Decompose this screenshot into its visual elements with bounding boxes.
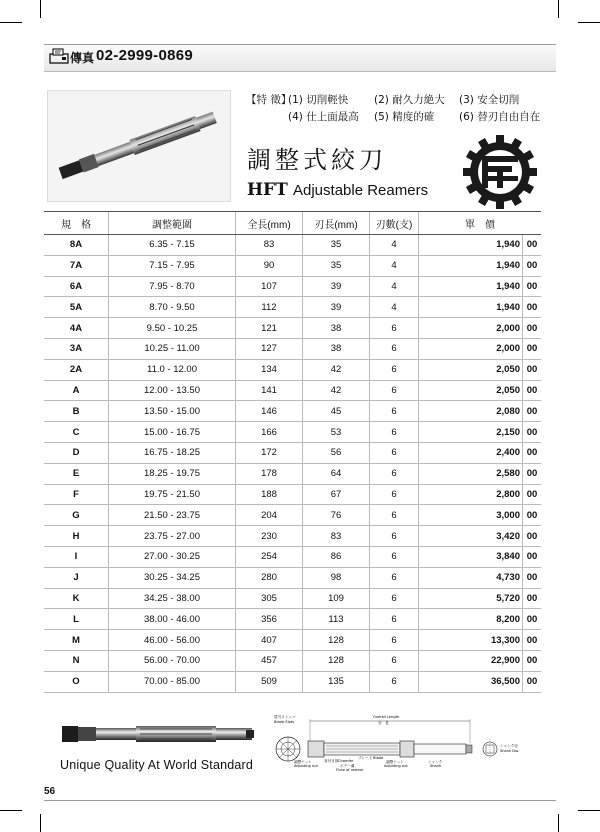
cell-price-cents: 00 (523, 255, 542, 276)
cell-price: 36,500 (419, 671, 523, 692)
crop-mark (40, 0, 41, 18)
cell-blade-length: 83 (303, 526, 370, 547)
cell-price: 1,940 (419, 255, 523, 276)
cell-overall-length: 457 (236, 650, 303, 671)
cell-blade-length: 35 (303, 255, 370, 276)
cell-teeth: 6 (370, 609, 419, 630)
cell-blade-length: 35 (303, 235, 370, 256)
table-row (44, 442, 541, 463)
cell-overall-length: 107 (236, 276, 303, 297)
cell-range: 15.00 - 16.75 (109, 422, 236, 443)
cell-overall-length: 146 (236, 401, 303, 422)
table-row (44, 671, 541, 692)
cell-teeth: 6 (370, 630, 419, 651)
cell-range: 9.50 - 10.25 (109, 318, 236, 339)
cell-size: H (44, 526, 109, 547)
label-blade-jp: ブレード (358, 756, 373, 760)
cell-price: 2,000 (419, 338, 523, 359)
label-overall-length-jp: 全 長 (378, 721, 389, 725)
cell-teeth: 6 (370, 567, 419, 588)
label-shank-dia: Shank Dia. (500, 749, 520, 753)
cell-price: 2,150 (419, 422, 523, 443)
cell-price: 2,080 (419, 401, 523, 422)
cell-overall-length: 141 (236, 380, 303, 401)
hft-gear-logo-icon (462, 134, 538, 210)
table-row (44, 546, 541, 567)
cell-price: 1,940 (419, 297, 523, 318)
cell-overall-length: 204 (236, 505, 303, 526)
cell-price-cents: 00 (523, 630, 542, 651)
cell-overall-length: 188 (236, 484, 303, 505)
cell-price: 2,000 (419, 318, 523, 339)
cell-overall-length: 509 (236, 671, 303, 692)
cell-teeth: 6 (370, 463, 419, 484)
cell-size: A (44, 380, 109, 401)
cell-price-cents: 00 (523, 297, 542, 318)
cell-blade-length: 86 (303, 546, 370, 567)
cell-price-cents: 00 (523, 442, 542, 463)
cell-range: 11.0 - 12.00 (109, 359, 236, 380)
feature-item: (4) 仕上面最高 (288, 111, 359, 123)
cell-overall-length: 230 (236, 526, 303, 547)
cell-price: 2,580 (419, 463, 523, 484)
cell-overall-length: 112 (236, 297, 303, 318)
table-row (44, 650, 541, 671)
table-row (44, 609, 541, 630)
crop-mark (578, 22, 600, 23)
cell-range: 13.50 - 15.00 (109, 401, 236, 422)
label-blade-slots-jp: 替刃ストッパ (274, 715, 296, 719)
cell-size: 5A (44, 297, 109, 318)
cell-price: 8,200 (419, 609, 523, 630)
cell-blade-length: 113 (303, 609, 370, 630)
cell-price: 1,940 (419, 276, 523, 297)
feature-item: (6) 替刃自由自在 (459, 111, 541, 123)
table-row (44, 318, 541, 339)
cell-range: 16.75 - 18.25 (109, 442, 236, 463)
cell-teeth: 6 (370, 505, 419, 526)
page-title-english: Adjustable Reamers (293, 182, 429, 199)
table-row (44, 401, 541, 422)
cell-overall-length: 127 (236, 338, 303, 359)
cell-price: 2,400 (419, 442, 523, 463)
cell-size: 3A (44, 338, 109, 359)
cell-price-cents: 00 (523, 401, 542, 422)
product-photo (47, 90, 231, 202)
crop-mark (0, 810, 22, 811)
table-row (44, 505, 541, 526)
cell-size: E (44, 463, 109, 484)
cell-size: 6A (44, 276, 109, 297)
table-row (44, 588, 541, 609)
label-shank-dia-jp: シャンク径 (500, 744, 518, 748)
cell-price-cents: 00 (523, 588, 542, 609)
cell-teeth: 6 (370, 526, 419, 547)
cell-price-cents: 00 (523, 505, 542, 526)
col-header-blade: 刃長(mm) (303, 212, 370, 235)
cell-overall-length: 254 (236, 546, 303, 567)
table-header (44, 212, 541, 235)
cell-range: 18.25 - 19.75 (109, 463, 236, 484)
cell-range: 19.75 - 21.50 (109, 484, 236, 505)
cell-range: 7.95 - 8.70 (109, 276, 236, 297)
label-blade-slots: Blade Slots (274, 720, 295, 724)
cell-blade-length: 128 (303, 650, 370, 671)
cell-size: N (44, 650, 109, 671)
cell-price-cents: 00 (523, 650, 542, 671)
cell-price-cents: 00 (523, 318, 542, 339)
cell-teeth: 6 (370, 671, 419, 692)
cell-overall-length: 121 (236, 318, 303, 339)
cell-overall-length: 280 (236, 567, 303, 588)
cell-size: L (44, 609, 109, 630)
cell-teeth: 6 (370, 338, 419, 359)
reamer-diagram (268, 713, 538, 775)
col-header-range: 調整範圍 (109, 212, 236, 235)
cell-blade-length: 42 (303, 380, 370, 401)
label-chamfer: Chamfer (338, 759, 354, 763)
label-adjusting-nut: Adjusting nut (294, 764, 318, 768)
cell-price-cents: 00 (523, 463, 542, 484)
feature-item: (1) 切削輕快 (288, 94, 349, 106)
cell-blade-length: 135 (303, 671, 370, 692)
feature-item: (5) 精度的確 (374, 111, 435, 123)
cell-size: C (44, 422, 109, 443)
cell-overall-length: 172 (236, 442, 303, 463)
cell-teeth: 6 (370, 588, 419, 609)
cell-size: B (44, 401, 109, 422)
crop-mark (558, 814, 559, 832)
cell-price: 1,940 (419, 235, 523, 256)
crop-mark (558, 0, 559, 18)
cell-size: 2A (44, 359, 109, 380)
cell-price-cents: 00 (523, 359, 542, 380)
cell-teeth: 4 (370, 297, 419, 318)
cell-teeth: 6 (370, 401, 419, 422)
feature-item: (3) 安全切削 (459, 94, 520, 106)
cell-price: 3,000 (419, 505, 523, 526)
cell-overall-length: 178 (236, 463, 303, 484)
cell-teeth: 6 (370, 484, 419, 505)
cell-teeth: 4 (370, 255, 419, 276)
cell-overall-length: 166 (236, 422, 303, 443)
table-row (44, 297, 541, 318)
label-adjusting-out-jp: 調整ナット (386, 760, 404, 764)
cell-price-cents: 00 (523, 609, 542, 630)
cell-range: 46.00 - 56.00 (109, 630, 236, 651)
cell-size: 4A (44, 318, 109, 339)
table-row (44, 630, 541, 651)
table-row (44, 484, 541, 505)
cell-blade-length: 67 (303, 484, 370, 505)
cell-price: 22,900 (419, 650, 523, 671)
table-row (44, 463, 541, 484)
cell-blade-length: 109 (303, 588, 370, 609)
spec-table (44, 211, 541, 693)
table-row (44, 567, 541, 588)
cell-size: M (44, 630, 109, 651)
cell-overall-length: 83 (236, 235, 303, 256)
cell-price-cents: 00 (523, 338, 542, 359)
cell-blade-length: 76 (303, 505, 370, 526)
fax-machine-icon (48, 46, 70, 66)
cell-range: 8.70 - 9.50 (109, 297, 236, 318)
cell-overall-length: 407 (236, 630, 303, 651)
cell-price-cents: 00 (523, 526, 542, 547)
cell-range: 56.00 - 70.00 (109, 650, 236, 671)
cell-size: G (44, 505, 109, 526)
cell-teeth: 6 (370, 422, 419, 443)
features-tag: 【特 徵】 (246, 94, 292, 106)
crop-mark (0, 22, 22, 23)
feature-item: (2) 耐久力絶大 (374, 94, 445, 106)
cell-size: J (44, 567, 109, 588)
crop-mark (578, 810, 600, 811)
col-header-size: 規 格 (44, 212, 109, 235)
cell-overall-length: 134 (236, 359, 303, 380)
cell-teeth: 6 (370, 380, 419, 401)
fax-number: 02-2999-0869 (96, 47, 194, 64)
cell-blade-length: 38 (303, 338, 370, 359)
cell-size: F (44, 484, 109, 505)
col-header-overall: 全長(mm) (236, 212, 303, 235)
cell-price-cents: 00 (523, 235, 542, 256)
table-row (44, 422, 541, 443)
cell-price-cents: 00 (523, 276, 542, 297)
cell-blade-length: 64 (303, 463, 370, 484)
cell-overall-length: 356 (236, 609, 303, 630)
cell-price: 5,720 (419, 588, 523, 609)
brand-name: HFT (247, 180, 288, 200)
col-header-price: 單 價 (419, 212, 542, 235)
cell-blade-length: 56 (303, 442, 370, 463)
cell-range: 70.00 - 85.00 (109, 671, 236, 692)
label-adjusting-out: Adjusting out (384, 764, 408, 768)
cell-blade-length: 98 (303, 567, 370, 588)
cell-range: 10.25 - 11.00 (109, 338, 236, 359)
table-row (44, 526, 541, 547)
cell-price: 13,300 (419, 630, 523, 651)
cell-blade-length: 45 (303, 401, 370, 422)
cell-price: 3,840 (419, 546, 523, 567)
cell-blade-length: 39 (303, 276, 370, 297)
label-flute-jp: ボデー溝 (340, 764, 355, 768)
label-shank-jp: シャンク (428, 760, 443, 764)
quality-slogan: Unique Quality At World Standard (60, 758, 254, 772)
cell-blade-length: 38 (303, 318, 370, 339)
page-number: 56 (44, 786, 56, 797)
label-adjusting-nut-jp: 調整ナット (294, 760, 312, 764)
table-row (44, 359, 541, 380)
cell-teeth: 6 (370, 442, 419, 463)
footer-rule (44, 800, 556, 801)
cell-blade-length: 53 (303, 422, 370, 443)
cell-size: 7A (44, 255, 109, 276)
cell-price: 4,730 (419, 567, 523, 588)
cell-overall-length: 90 (236, 255, 303, 276)
reamer-photo (60, 716, 256, 752)
cell-price: 2,800 (419, 484, 523, 505)
table-row (44, 338, 541, 359)
label-flute: Flute of reamer (336, 768, 364, 772)
cell-teeth: 6 (370, 546, 419, 567)
cell-overall-length: 305 (236, 588, 303, 609)
cell-range: 23.75 - 27.00 (109, 526, 236, 547)
table-row (44, 380, 541, 401)
cell-price-cents: 00 (523, 567, 542, 588)
cell-range: 34.25 - 38.00 (109, 588, 236, 609)
cell-range: 7.15 - 7.95 (109, 255, 236, 276)
table-row (44, 235, 541, 256)
cell-size: 8A (44, 235, 109, 256)
page-title-chinese: 調整式絞刀 (247, 146, 387, 174)
table-row (44, 276, 541, 297)
cell-size: I (44, 546, 109, 567)
cell-price: 3,420 (419, 526, 523, 547)
label-shank: Shank (430, 764, 442, 768)
label-blade: Blade (373, 756, 384, 760)
cell-price-cents: 00 (523, 422, 542, 443)
cell-range: 30.25 - 34.25 (109, 567, 236, 588)
cell-price-cents: 00 (523, 380, 542, 401)
cell-teeth: 6 (370, 650, 419, 671)
cell-range: 38.00 - 46.00 (109, 609, 236, 630)
cell-teeth: 4 (370, 235, 419, 256)
cell-price-cents: 00 (523, 484, 542, 505)
cell-size: O (44, 671, 109, 692)
cell-price-cents: 00 (523, 546, 542, 567)
fax-label: 傳真 (70, 51, 95, 65)
cell-blade-length: 39 (303, 297, 370, 318)
cell-price-cents: 00 (523, 671, 542, 692)
cell-size: D (44, 442, 109, 463)
cell-range: 6.35 - 7.15 (109, 235, 236, 256)
cell-size: K (44, 588, 109, 609)
col-header-teeth: 刃數(支) (370, 212, 419, 235)
cell-teeth: 6 (370, 359, 419, 380)
cell-blade-length: 42 (303, 359, 370, 380)
table-body (44, 235, 541, 693)
cell-teeth: 6 (370, 318, 419, 339)
cell-range: 27.00 - 30.25 (109, 546, 236, 567)
crop-mark (40, 814, 41, 832)
cell-blade-length: 128 (303, 630, 370, 651)
cell-teeth: 4 (370, 276, 419, 297)
table-row (44, 255, 541, 276)
label-overall-length: Overall Length (373, 715, 400, 719)
label-chamfer-jp: 食付き部 (324, 759, 339, 763)
cell-price: 2,050 (419, 359, 523, 380)
cell-range: 12.00 - 13.50 (109, 380, 236, 401)
cell-range: 21.50 - 23.75 (109, 505, 236, 526)
cell-price: 2,050 (419, 380, 523, 401)
